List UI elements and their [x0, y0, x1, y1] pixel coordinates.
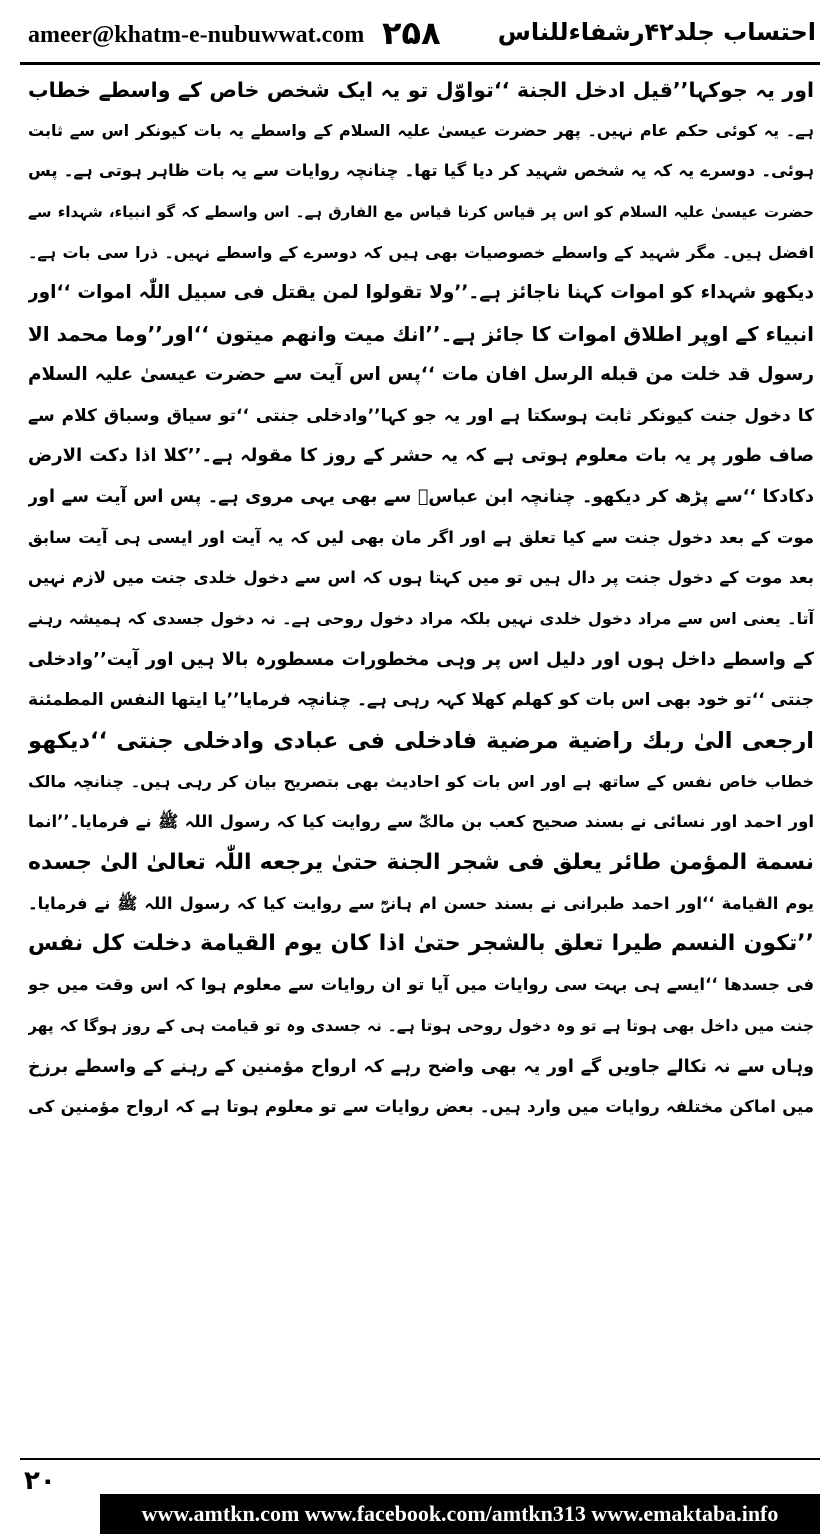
text-line: وہاں سے نہ نکالے جاویں گے اور یہ بھی واضح رہے کہ ارواح مؤمنین کے رہنے کے واسطے برزخ: [28, 1056, 814, 1077]
header-email: ameer@khatm-e-nubuwwat.com: [28, 22, 365, 48]
text-line: دکادکا ‘‘سے پڑھ کر دیکھو۔ چنانچہ ابن عباسؓ سے بھی یہی مروی ہے۔ پس اس آیت سے اور: [28, 486, 814, 507]
text-line: جنتی ‘‘تو خود بھی اس بات کو کھلم کھلا کہہ رہی ہے۔ چنانچہ فرمایا’’یا ایتها النفس المطمئنة: [28, 690, 814, 711]
text-line: میں اماکن مختلفہ روایات میں وارد ہیں۔ بعض روایات سے تو معلوم ہوتا ہے کہ ارواح مؤمنین کی: [28, 1097, 814, 1117]
text-line: کے واسطے داخل ہوں اور دلیل اس پر وہی مخطورات مسطورہ بالا ہیں اور آیت’’وادخلی: [28, 648, 814, 670]
text-line: اور احمد اور نسائی نے بسند صحیح کعب بن مالکؓ سے روایت کیا کہ رسول اللہ ﷺ نے فرمایا۔’’انما: [28, 812, 814, 832]
text-line: ہے۔ یہ کوئی حکم عام نہیں۔ پھر حضرت عیسیٰ علیہ السلام کے واسطے یہ بات کیونکر اس سے ثابت: [28, 120, 814, 140]
page-header: [0, 0, 840, 66]
text-line: نسمة المؤمن طائر یعلق فی شجر الجنة حتیٰ یرجعه اللّٰہ تعالیٰ الیٰ جسده: [28, 850, 814, 876]
text-line: فی جسدها ‘‘ایسے ہی بہت سی روایات میں آیا تو ان روایات سے معلوم ہوا کہ اس وقت میں جو: [28, 975, 814, 995]
text-line: حضرت عیسیٰ علیہ السلام کو اس پر قیاس کرنا قیاس مع الفارق ہے۔ اس واسطے کہ گو انبیاء، شہداء سے: [28, 203, 814, 222]
header-rule: [20, 62, 820, 65]
text-line: آتا۔ یعنی اس سے مراد دخول خلدی نہیں بلکہ مراد دخول روحی ہے۔ نہ دخول جسدی کہ ہمیشہ رہنے: [28, 608, 814, 628]
text-line: ’’تکون النسم طیرا تعلق بالشجر حتیٰ اذا کان یوم القیامة دخلت کل نفس: [28, 931, 814, 957]
text-line: ارجعی الیٰ ربك راضیة مرضیة فادخلی فی عبادی وادخلی جنتی ‘‘دیکھو: [28, 728, 814, 754]
text-line: رسول قد خلت من قبله الرسل افان مات ‘‘پس اس آیت سے حضرت عیسیٰ علیہ السلام: [28, 363, 814, 385]
text-line: افضل ہیں۔ مگر شہید کے واسطے خصوصیات بھی ہیں کہ دوسرے کے واسطے نہیں۔ ذرا سی بات ہے۔: [28, 242, 814, 262]
text-line: کا دخول جنت کیونکر ثابت ہوسکتا ہے اور یہ جو کہا’’وادخلی جنتی ‘‘تو سیاق وسباق کلام سے: [28, 405, 814, 426]
footer-rule: [20, 1458, 820, 1460]
text-line: دیکھو شہداء کو اموات کہنا ناجائز ہے۔’’ولا تقولوا لمن یقتل فی سبیل اللّٰہ اموات ‘‘اور: [28, 282, 814, 304]
text-line: موت کے بعد دخول جنت سے کیا تعلق ہے اور اگر مان بھی لیں کہ یہ آیت اور ایسی ہی آیت سابق: [28, 527, 814, 547]
text-line: اور یہ جوکہا’’قیل ادخل الجنة ‘‘تواوّل تو یہ ایک شخص خاص کے واسطے خطاب: [28, 78, 814, 102]
text-line: صاف طور پر یہ بات معلوم ہوتی ہے کہ یہ حشر کے روز کا مقولہ ہے۔’’کلا اذا دکت الارض: [28, 445, 814, 467]
text-line: انبیاء کے اوپر اطلاق اموات کا جائز ہے۔’’انك میت وانهم میتون ‘‘اور’’وما محمد الا: [28, 322, 814, 347]
text-line: یوم القیامة ‘‘اور احمد طبرانی نے بسند حسن ام ہانیؓ سے روایت کیا کہ رسول اللہ ﷺ نے فرمایا۔: [28, 893, 814, 913]
header-page-number: ۲۵۸: [382, 14, 441, 52]
footer-links[interactable]: www.amtkn.com www.facebook.com/amtkn313 www.emaktaba.info: [141, 1501, 779, 1526]
text-line: جنت میں داخل بھی ہوتا ہے تو وہ دخول روحی ہوتا ہے۔ نہ جسدی وہ تو قیامت ہی کے روز ہوگا کہ پھر: [28, 1016, 814, 1035]
header-book-title: احتساب جلد۴۲رشفاءللناس: [497, 18, 816, 46]
text-line: خطاب خاص نفس کے ساتھ ہے اور اس بات کو احادیث بھی بتصریح بیان کر رہی ہیں۔ چنانچہ مالک: [28, 771, 814, 791]
page-body: [28, 70, 814, 1455]
text-line: ہوئی۔ دوسرے یہ کہ یہ شخص شہید کر دیا گیا تھا۔ چنانچہ روایات سے یہ بات ظاہر ہوتی ہے۔ پس: [28, 161, 814, 181]
page-footer: [0, 1458, 840, 1540]
text-line: بعد موت کے دخول جنت پر دال ہیں تو میں کہتا ہوں کہ اس سے دخول خلدی جنت میں لازم نہیں: [28, 568, 814, 588]
footer-page-number: ۲۰: [24, 1466, 56, 1496]
